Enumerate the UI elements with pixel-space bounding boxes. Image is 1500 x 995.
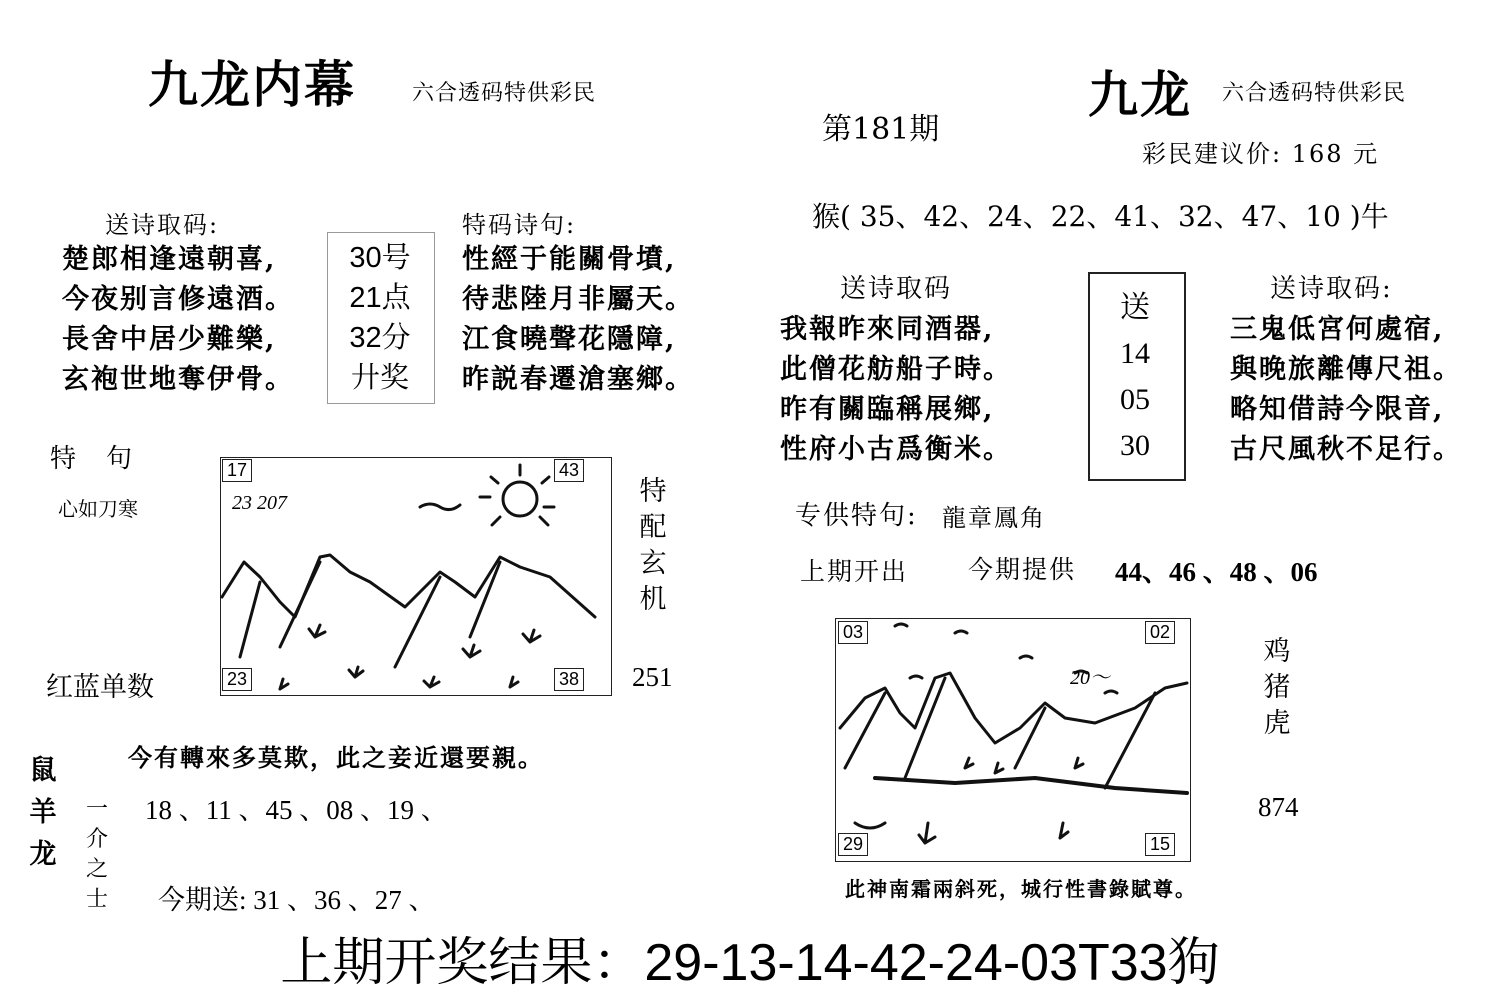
left-send-line: 今期送: 31 、36 、27 、	[158, 885, 436, 915]
poem-line: 待悲陸月非屬天。	[462, 284, 694, 315]
time-box-line: 32分	[349, 322, 411, 354]
send-box-line: 送	[1120, 291, 1150, 324]
left-title: 九龙内幕	[148, 55, 356, 114]
vert-char: 猪	[1263, 672, 1291, 703]
provide-label: 今期提供	[968, 555, 1077, 584]
poem-line: 楚郎相逢遠朝喜,	[62, 244, 277, 275]
send-box-text	[1088, 285, 1182, 469]
vert-char: 配	[639, 512, 667, 543]
issue-number: 第181期	[822, 112, 940, 147]
poem-line: 江食曉聲花隱障,	[462, 324, 677, 355]
left-corner-tr: 43	[554, 459, 584, 482]
yijie-vertical	[82, 795, 112, 915]
tema-label: 特码诗句:	[462, 211, 577, 239]
poem-line: 古尺風秋不足行。	[1230, 434, 1462, 465]
te-ju-text: 心如刀寒	[58, 497, 138, 521]
left-poem-label: 送诗取码:	[105, 211, 220, 239]
poem-line: 長舍中居少難樂,	[62, 324, 277, 355]
poem-line: 性府小古爲衡米。	[780, 434, 1012, 465]
right-poem-label-a: 送诗取码	[840, 274, 953, 304]
right-sketch-drawing	[835, 618, 1191, 862]
right-title: 九龙	[1088, 65, 1192, 124]
provide-numbers: 44、46 、48 、06	[1115, 557, 1318, 587]
red-blue-label: 红蓝单数	[46, 672, 154, 702]
vert-char: 鸡	[1263, 636, 1291, 667]
left-corner-tl: 17	[222, 459, 252, 482]
left-corner-br: 38	[554, 668, 584, 691]
right-verse: 此神南霜兩斜死，城行性書錄賦尊。	[845, 877, 1197, 901]
right-corner-tr: 02	[1145, 621, 1175, 644]
vert-char: 一	[85, 797, 108, 822]
send-box-line: 14	[1120, 337, 1150, 370]
send-box-line: 05	[1120, 383, 1150, 416]
poem-line: 性經于能關骨墳,	[462, 244, 677, 275]
vert-char: 机	[639, 584, 667, 615]
poem-line: 昨説春遷滄塞鄉。	[462, 364, 694, 395]
left-side-vertical	[638, 474, 668, 618]
tema-poem	[462, 240, 694, 400]
right-side-vertical	[1262, 634, 1292, 742]
poem-line: 此僧花舫船子時。	[780, 354, 1012, 385]
right-corner-bl: 29	[838, 833, 868, 856]
vert-char: 之	[85, 857, 108, 882]
poem-line: 今夜别言修遠酒。	[62, 284, 294, 315]
right-corner-br: 15	[1145, 833, 1175, 856]
left-sketch-text: 23 207	[232, 492, 287, 514]
vert-char: 羊	[29, 797, 57, 828]
time-box-text	[327, 238, 433, 398]
vert-char: 玄	[639, 548, 667, 579]
price-line: 彩民建议价: 168 元	[1142, 140, 1380, 168]
monkey-line: 猴( 35、42、24、22、41、32、47、10 )牛	[812, 200, 1389, 233]
vert-char: 特	[639, 476, 667, 507]
last-draw-result: 上期开奖结果：29-13-14-42-24-03T33狗	[280, 934, 1220, 992]
special-text: 龍章鳳角	[942, 504, 1046, 532]
left-side-number: 251	[632, 662, 673, 692]
right-poem-b	[1230, 310, 1462, 470]
vert-char: 介	[85, 827, 108, 852]
te-ju-label: 特 句	[50, 444, 135, 474]
time-box-line: 30号	[349, 242, 411, 274]
special-label: 专供特句:	[795, 501, 918, 531]
left-subtitle: 六合透码特供彩民	[412, 81, 597, 106]
vert-char: 鼠	[29, 755, 57, 786]
poem-line: 昨有關臨稱展鄉,	[780, 394, 995, 425]
poem-line: 玄袍世地奪伊骨。	[62, 364, 294, 395]
send-box-line: 30	[1120, 429, 1150, 462]
time-box-line: 廾奖	[350, 362, 409, 394]
vert-char: 龙	[29, 839, 57, 870]
vert-char: 虎	[1263, 708, 1291, 739]
right-poem-a	[780, 310, 1012, 470]
poem-line: 略知借詩今限音,	[1230, 394, 1445, 425]
left-corner-bl: 23	[222, 668, 252, 691]
right-sketch-text: 20～	[1070, 667, 1110, 689]
left-poem	[62, 240, 294, 400]
vert-char: 士	[85, 887, 108, 912]
left-numbers-line: 18 、11 、45 、08 、19 、	[145, 795, 448, 825]
last-issue-label: 上期开出	[800, 557, 909, 586]
right-side-number: 874	[1258, 792, 1299, 822]
time-box-line: 21点	[349, 282, 411, 314]
right-corner-tl: 03	[838, 621, 868, 644]
zodiac-vertical	[28, 750, 58, 876]
left-sketch-drawing	[220, 457, 612, 696]
right-subtitle: 六合透码特供彩民	[1222, 81, 1407, 106]
poem-line: 三鬼低宮何處宿,	[1230, 314, 1445, 345]
poem-line: 與晚旅離傳尺祖。	[1230, 354, 1462, 385]
right-poem-label-b: 送诗取码:	[1270, 274, 1393, 304]
left-verse: 今有轉來多莫欺，此之妾近還要親。	[128, 743, 544, 772]
poem-line: 我報昨來同酒器,	[780, 314, 995, 345]
